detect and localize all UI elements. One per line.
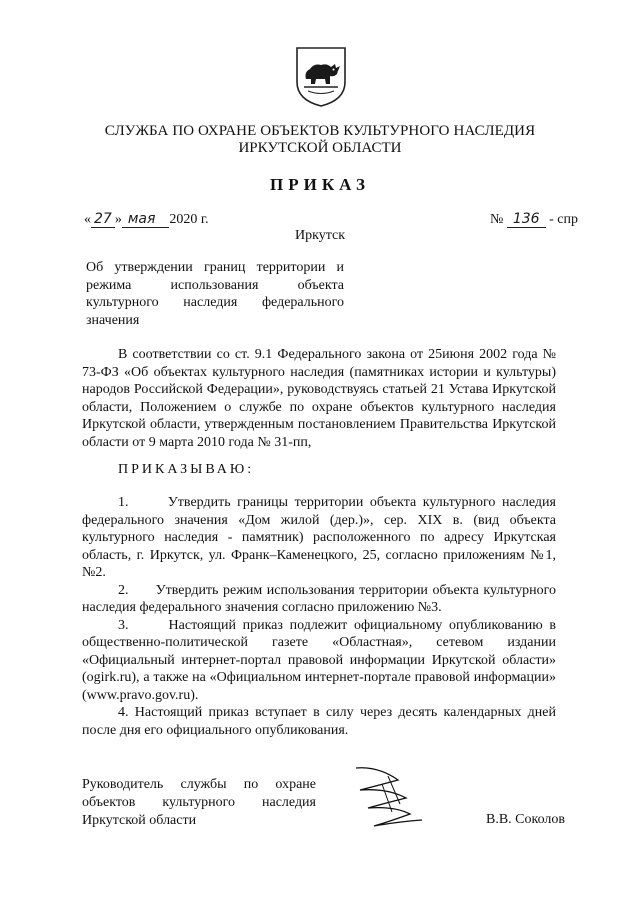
order-item-3: 3. Настоящий приказ подлежит официальному опубликованию в общественно-политической газете «Областная», сетевом издании «Официальный интернет-портал правовой информации Иркутской области» (ogirk.ru), а также на «Официальном интернет-портале правовой информации» (www.pravo.gov.ru). bbox=[82, 617, 560, 703]
date-month: мая bbox=[122, 211, 170, 228]
date-quote-open: « bbox=[84, 212, 91, 227]
order-item-2: 2. Утвердить режим использования территории объекта культурного наследия федерального значения согласно приложению №3. bbox=[82, 582, 560, 615]
number-prefix: № bbox=[490, 212, 504, 227]
irkutsk-coat-of-arms-icon bbox=[294, 46, 348, 108]
document-title: ПРИКАЗ bbox=[270, 175, 370, 194]
date-day: 27 bbox=[91, 211, 115, 228]
order-item-4: 4. Настоящий приказ вступает в силу через десять календарных дней после дня его официального опубликования. bbox=[82, 705, 556, 738]
order-item-1: 1. Утвердить границы территории объекта культурного наследия федерального значения «Дом жилой (дер.)», сер. XIX в. (вид объекта культурного наследия - памятник) расположенного по адресу Иркутская область, г. Иркутск, ул. Франк–Каменецкого, 25, согласно приложениям №1, №2. bbox=[82, 495, 560, 580]
signatory-name: В.В. Соколов bbox=[486, 812, 566, 827]
number-suffix: - спр bbox=[549, 212, 578, 227]
organization-name-line1: СЛУЖБА ПО ОХРАНЕ ОБЪЕКТОВ КУЛЬТУРНОГО НАСЛЕДИЯ bbox=[104, 123, 536, 139]
preamble-paragraph: В соответствии со ст. 9.1 Федерального закона от 25июня 2002 года № 73-ФЗ «Об объектах культурного наследия (памятниках истории и культуры) народов Российской Федерации», руководствуясь статьей 21 Устава Иркутской области, Положением о службе по охране объектов культурного наследия Иркутской области, утвержденным постановлением Правительства Иркутской области от 9 марта 2010 года № 31-пп, bbox=[82, 347, 556, 450]
date-year: 2020 г. bbox=[169, 212, 209, 227]
signatory-position: Руководитель службы по охране объектов культурного наследия Иркутской области bbox=[82, 777, 316, 828]
order-subject: Об утверждении границ территории и режима использования объекта культурного наследия федерального значения bbox=[86, 260, 344, 328]
order-number bbox=[490, 211, 578, 228]
order-items bbox=[82, 494, 560, 739]
number-value: 136 bbox=[507, 211, 546, 228]
organization-name-line2: ИРКУТСКОЙ ОБЛАСТИ bbox=[238, 140, 402, 156]
order-keyword: ПРИКАЗЫВАЮ: bbox=[118, 462, 255, 477]
order-date bbox=[84, 211, 209, 228]
city: Иркутск bbox=[294, 228, 346, 243]
date-quote-close: » bbox=[114, 212, 122, 227]
handwritten-signature bbox=[338, 760, 438, 840]
